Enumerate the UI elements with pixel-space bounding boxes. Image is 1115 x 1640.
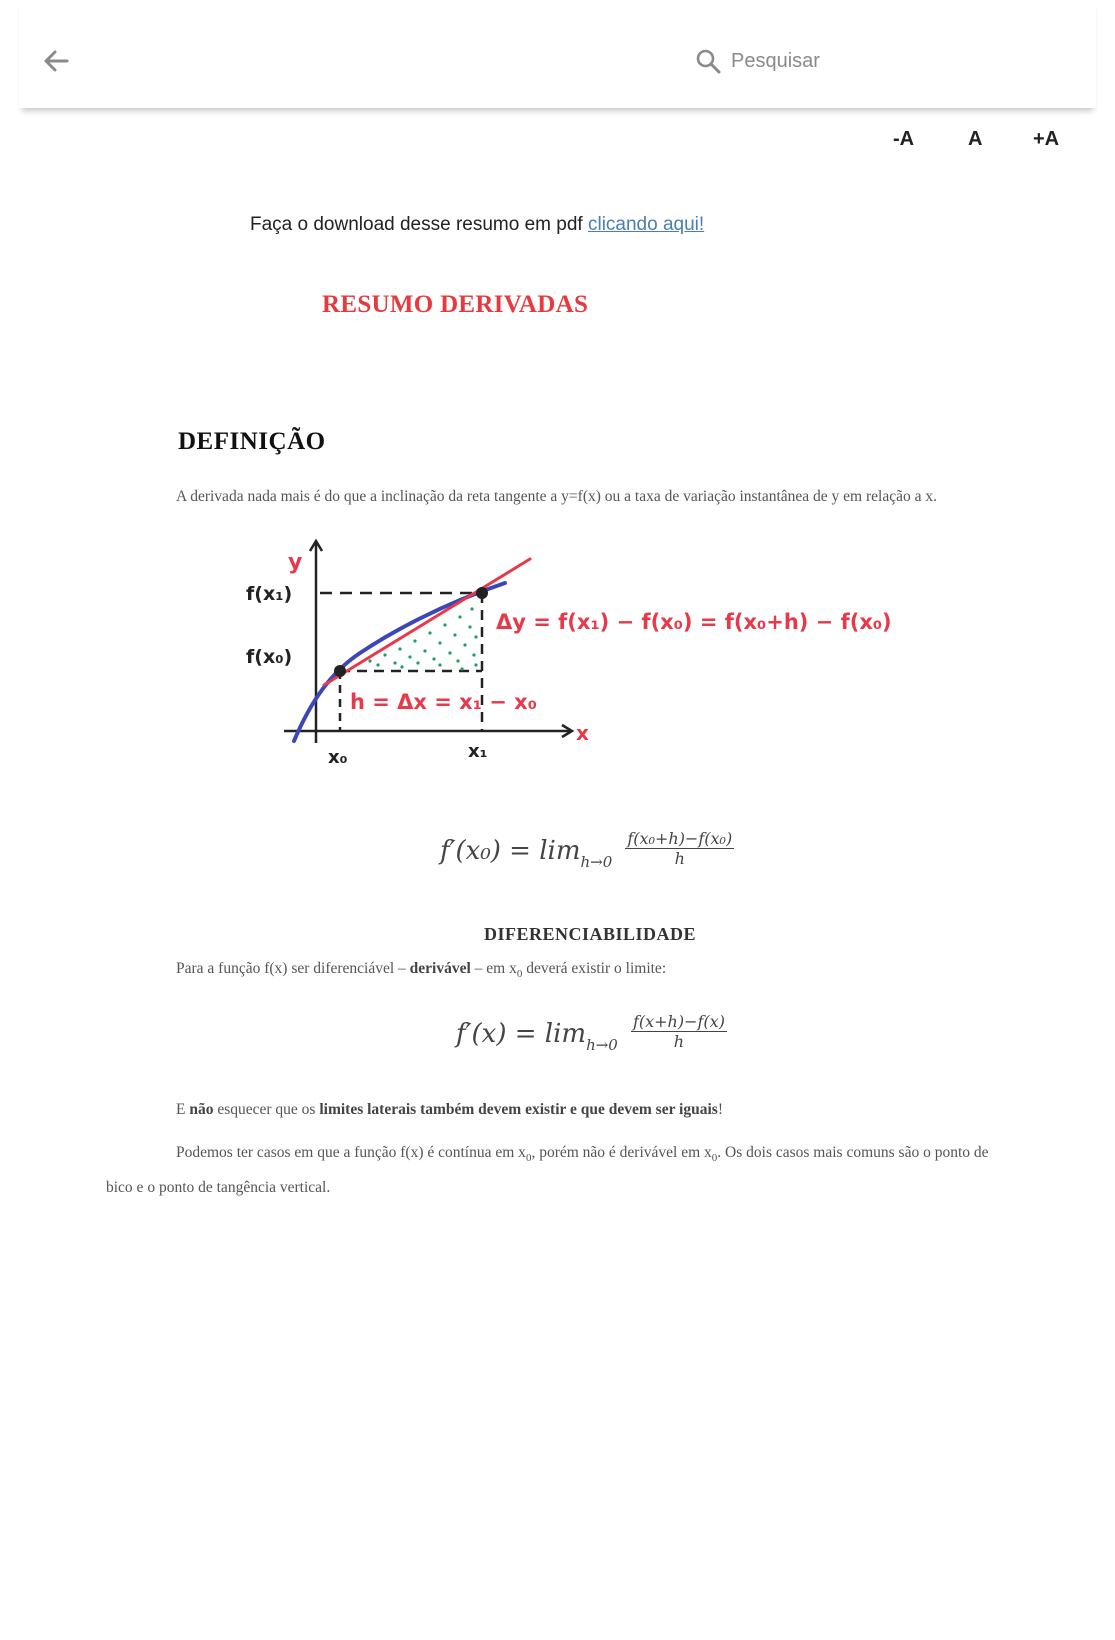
derivative-figure: [240, 533, 938, 779]
arrow-left-icon: [39, 44, 73, 78]
section-heading-definition: DEFINIÇÃO: [178, 428, 326, 455]
figure-fx0-label: f(x₀): [246, 646, 293, 668]
lateral-limits-note: E não esquecer que os limites laterais também devem existir e que devem ser iguais!: [176, 1101, 723, 1118]
figure-x1-label: x₁: [468, 741, 488, 762]
figure-delta-y-label: Δy = f(x₁) − f(x₀) = f(x₀+h) − f(x₀): [496, 610, 892, 634]
font-increase-button[interactable]: +A: [1033, 128, 1060, 150]
download-line: [250, 214, 704, 236]
search-input[interactable]: [731, 50, 951, 73]
derivative-definition-formula: f′(x₀) = limh→0 $\frac{\text{f(x₀+h)−f(x₀)}}{h}$: [440, 829, 733, 871]
figure-h-label: h = Δx = x₁ − x₀: [350, 690, 537, 714]
figure-x-label: x: [576, 721, 589, 745]
page-title: RESUMO DERIVADAS: [322, 291, 589, 318]
cases-paragraph: Podemos ter casos em que a função f(x) é contínua em $x_0$, porém não é derivável em $x_0$. Os dois casos mais comuns são o ponto de bico e o ponto de tangência vertical.: [106, 1144, 989, 1197]
back-button[interactable]: [39, 44, 73, 78]
search-box[interactable]: [695, 44, 951, 78]
figure-fx1-label: f(x₁): [246, 583, 293, 605]
download-link[interactable]: clicando aqui!: [587, 214, 705, 235]
section-heading-differentiability: DIFERENCIABILIDADE: [483, 924, 697, 944]
definition-text: A derivada nada mais é do que a inclinação da reta tangente a y=f(x) ou a taxa de variação instantânea de y em relação a x.: [176, 488, 937, 505]
figure-x0-label: x₀: [328, 747, 348, 768]
differentiability-text: Para a função f(x) ser diferenciável – derivável – em $x_0$ deverá existir o limite:: [176, 960, 667, 981]
search-icon: [695, 48, 721, 74]
figure-y-label: y: [288, 550, 303, 575]
font-normal-button[interactable]: A: [968, 128, 983, 150]
font-decrease-button[interactable]: -A: [893, 128, 915, 150]
download-text: Faça o download desse resumo em pdf: [250, 214, 588, 235]
derivative-limit-formula: f′(x) = limh→0 $\frac{f(x+h)-f(x)}{h}$: [456, 1012, 725, 1054]
top-bar: [19, 0, 1096, 108]
